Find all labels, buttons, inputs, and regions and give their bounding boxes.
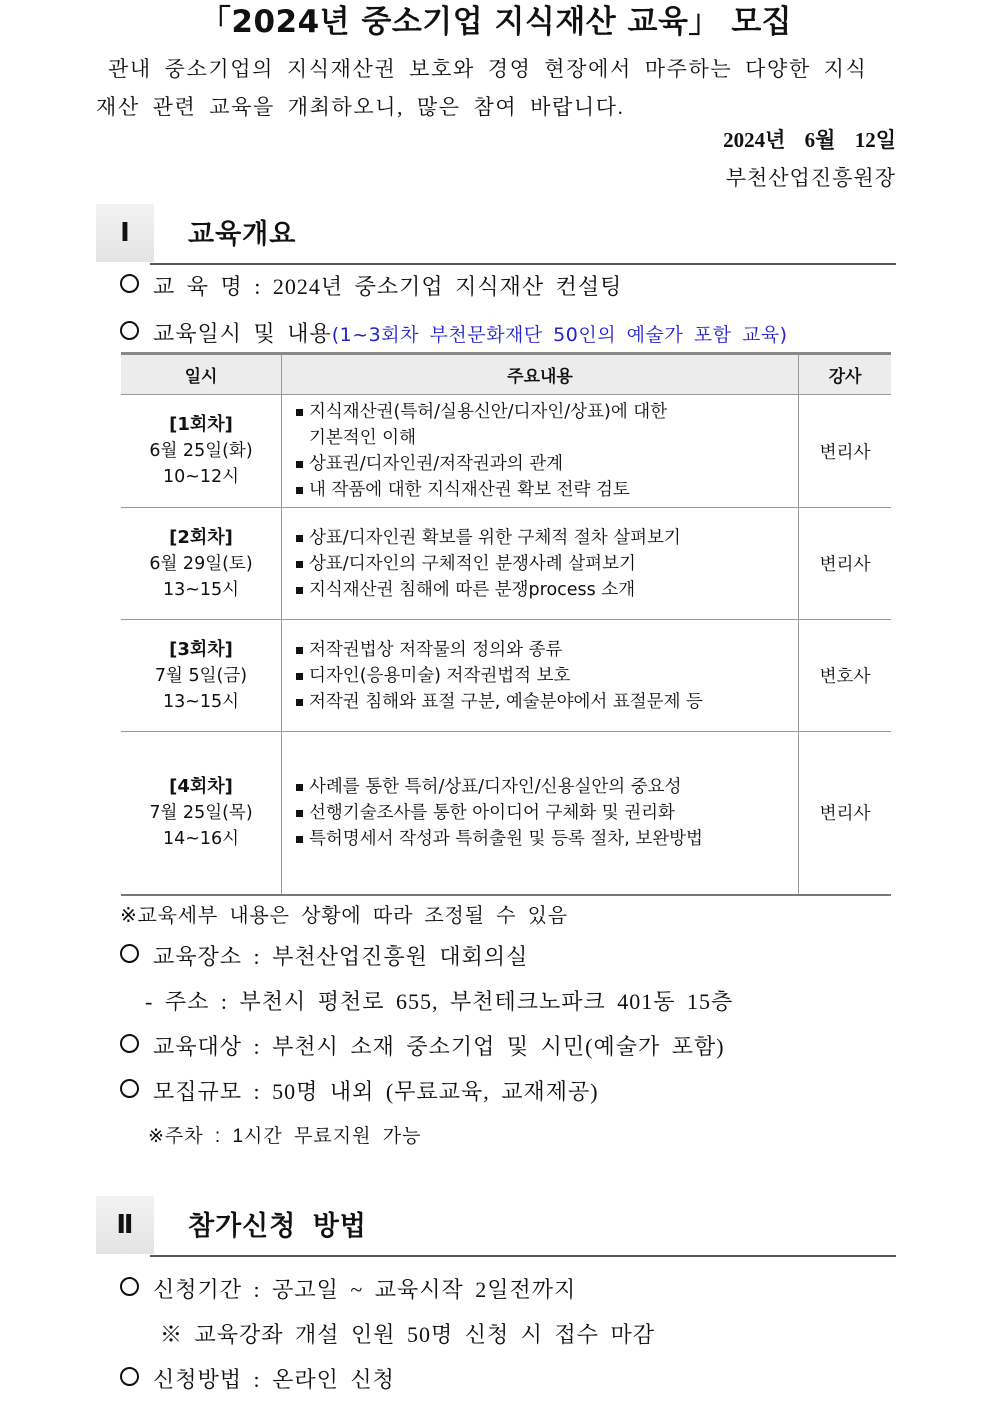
circle-bullet-icon [120,1367,139,1386]
circle-bullet-icon [120,1079,139,1098]
circle-bullet-icon [120,1277,139,1296]
section-number: Ⅱ [96,1196,154,1254]
list-item-continuation: 기본적인 이해 [309,428,416,448]
course-name: 교 육 명 : 2024년 중소기업 지식재산 컨설팅 [120,270,622,301]
list-item: 지식재산권(특허/실용신안/디자인/상표)에 대한 [294,399,797,425]
session-cell: [4회차] 7월 25일(목) 14~16시 [121,732,282,895]
application-method: 신청방법 : 온라인 신청 [120,1363,395,1394]
square-bullet-icon [296,784,303,791]
schedule-table [121,352,891,896]
header-lecturer: 강사 [799,354,892,395]
intro-line-2: 재산 관련 교육을 개최하오니, 많은 참여 바랍니다. [96,95,625,119]
list-item: 저작권 침해와 표절 구분, 예술분야에서 표절문제 등 [294,689,797,715]
address: - 주소 : 부천시 평천로 655, 부천테크노파크 401동 15층 [145,989,734,1014]
lecturer-cell: 변호사 [799,620,892,732]
table-header-row [121,354,891,395]
content-cell [282,508,799,620]
square-bullet-icon [296,673,303,680]
square-bullet-icon [296,487,303,494]
lecturer-cell: 변리사 [799,508,892,620]
section-divider [150,1255,896,1257]
signer: 부천산업진흥원장 [725,166,896,190]
parking-note: ※주차 : 1시간 무료지원 가능 [148,1126,422,1147]
intro-paragraph [96,50,896,126]
square-bullet-icon [296,535,303,542]
table-row [121,732,891,895]
section-title: 교육개요 [188,219,297,250]
square-bullet-icon [296,561,303,568]
session-cell: [2회차] 6월 29일(토) 13~15시 [121,508,282,620]
content-cell [282,395,799,508]
content-cell [282,620,799,732]
session-cell: [3회차] 7월 5일(금) 13~15시 [121,620,282,732]
list-item: 특허명세서 작성과 특허출원 및 등록 절차, 보완방법 [294,826,797,852]
section-title: 참가신청 방법 [188,1211,367,1242]
list-item: 디자인(응용미술) 저작권법적 보호 [294,663,797,689]
list-item: 사례를 통한 특허/상표/디자인/신용실안의 중요성 [294,774,797,800]
schedule-note: (1~3회차 부천문화재단 50인의 예술가 포함 교육) [331,324,788,346]
session-cell: [1회차] 6월 25일(화) 10~12시 [121,395,282,508]
section-2-header [96,1196,896,1256]
list-item: 상표/디자인권 확보를 위한 구체적 절차 살펴보기 [294,525,797,551]
circle-bullet-icon [120,274,139,293]
header-content: 주요내용 [282,354,799,395]
square-bullet-icon [296,461,303,468]
table-row [121,508,891,620]
period-note: ※ 교육강좌 개설 인원 50명 신청 시 접수 마감 [160,1322,656,1347]
content-cell [282,732,799,895]
document-title: 「2024년 중소기업 지식재산 교육」 모집 [199,4,793,40]
application-period: 신청기간 : 공고일 ~ 교육시작 2일전까지 [120,1273,576,1304]
list-item: 선행기술조사를 통한 아이디어 구체화 및 권리화 [294,800,797,826]
header-date: 일시 [121,354,282,395]
section-1-header [96,204,896,264]
table-row [121,620,891,732]
lecturer-cell: 변리사 [799,732,892,895]
list-item: 지식재산권 침해에 따른 분쟁process 소개 [294,577,797,603]
circle-bullet-icon [120,321,139,340]
square-bullet-icon [296,836,303,843]
table-row [121,395,891,508]
section-divider [150,263,896,265]
section-number: Ⅰ [96,204,154,262]
venue: 교육장소 : 부천산업진흥원 대회의실 [120,940,528,971]
list-item: 내 작품에 대한 지식재산권 확보 전략 검토 [294,477,797,503]
lecturer-cell: 변리사 [799,395,892,508]
square-bullet-icon [296,699,303,706]
list-item: 저작권법상 저작물의 정의와 종류 [294,637,797,663]
capacity: 모집규모 : 50명 내외 (무료교육, 교재제공) [120,1075,599,1106]
circle-bullet-icon [120,1034,139,1053]
square-bullet-icon [296,409,303,416]
square-bullet-icon [296,810,303,817]
square-bullet-icon [296,587,303,594]
square-bullet-icon [296,647,303,654]
schedule-heading: 교육일시 및 내용(1~3회차 부천문화재단 50인의 예술가 포함 교육) [120,317,788,348]
circle-bullet-icon [120,944,139,963]
intro-line-1: 관내 중소기업의 지식재산권 보호와 경영 현장에서 마주하는 다양한 지식 [108,57,868,81]
list-item: 상표/디자인의 구체적인 분쟁사례 살펴보기 [294,551,797,577]
list-item: 상표권/디자인권/저작권과의 관계 [294,451,797,477]
target-audience: 교육대상 : 부천시 소재 중소기업 및 시민(예술가 포함) [120,1030,725,1061]
announcement-date: 2024년 6월 12일 [723,128,896,152]
table-note: ※교육세부 내용은 상황에 따라 조정될 수 있음 [120,905,568,927]
